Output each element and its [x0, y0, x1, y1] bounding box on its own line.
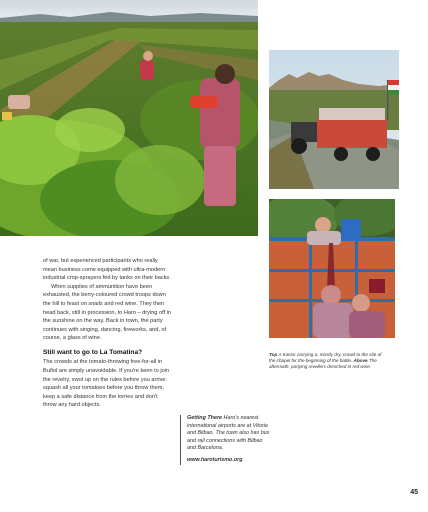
- tourism-website-link[interactable]: www.haroturismo.org: [187, 456, 243, 463]
- getting-there-box: [180, 415, 270, 465]
- body-paragraph: of war, but experienced participants who really mean business come equipped with ultra-modern industrial crop-sprayers fed by tanks on their backs.: [43, 258, 171, 282]
- caption-above-label: Above: [353, 358, 369, 364]
- caption-top-text: A tractor carrying a, mostly dry, crowd to the site of the chapel for the beginning of the battle.: [269, 352, 382, 364]
- tractor-photo: [269, 50, 399, 189]
- body-paragraph: The crowds at the tomato-throwing free-for-all in Buñol are simply unavoidable. If you're keen to join the revelry, swot up on the rules before you arrive: squash all your tomatoes before you throw them, keep a safe distance from the lorries and don't throw any hard objects.: [43, 359, 170, 409]
- getting-there-text: Haro's nearest international airports are at Vitoria and Bilbao. The town also has bus and rail connections with Bilbao and Barcelona.: [187, 415, 270, 452]
- vineyard-photo: [0, 0, 258, 236]
- article-body: [43, 257, 171, 410]
- revellers-photo: [269, 199, 395, 338]
- photo-caption: [269, 352, 384, 370]
- subheading: Still want to go to La Tomatina?: [43, 348, 143, 356]
- body-paragraph: When supplies of ammunition have been exhausted, the berry-coloured crowd troops down the hill to feast on snails and red wine. They then head back, still in procession, to Haro – drying off in the sunshine on the way. Back in town, the party continues with singing, dancing, fireworks, and, of course, a glass of wine.: [43, 283, 172, 342]
- getting-there-label: Getting There: [187, 415, 224, 421]
- page-number: 45: [410, 489, 418, 496]
- caption-top-label: Top: [269, 352, 279, 357]
- caption-above-text: The aftermath: partying revellers drenched in red wine.: [269, 358, 377, 370]
